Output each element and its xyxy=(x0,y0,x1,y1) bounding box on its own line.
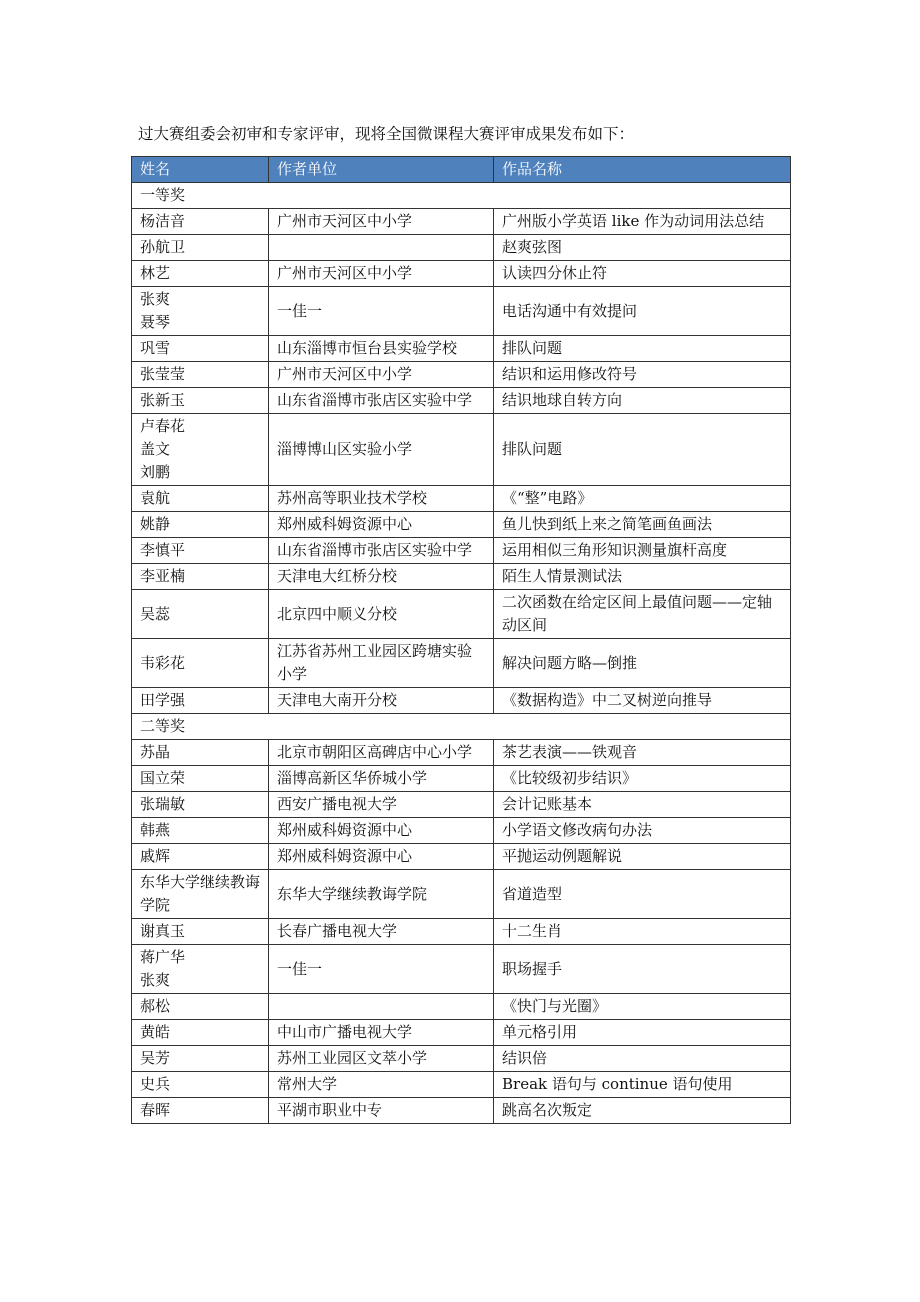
author-name: 张爽 xyxy=(140,290,171,308)
author-name: 吴芳 xyxy=(140,1049,171,1067)
author-names-cell xyxy=(132,590,269,639)
author-unit-cell: 北京市朝阳区高碑店中心小学 xyxy=(269,740,494,766)
table-row xyxy=(132,945,791,994)
work-title-cell: 职场握手 xyxy=(494,945,791,994)
work-title-cell: 《数据构造》中二叉树逆向推导 xyxy=(494,688,791,714)
author-name: 杨洁音 xyxy=(140,212,186,230)
author-names-cell xyxy=(132,994,269,1020)
work-title-cell: 运用相似三角形知识测量旗杆高度 xyxy=(494,538,791,564)
author-names-cell xyxy=(132,919,269,945)
author-unit-cell: 广州市天河区中小学 xyxy=(269,261,494,287)
section-title: 二等奖 xyxy=(132,714,791,740)
author-name: 张莹莹 xyxy=(140,365,186,383)
author-unit-cell: 苏州工业园区文萃小学 xyxy=(269,1046,494,1072)
author-name: 春晖 xyxy=(140,1101,171,1119)
author-unit-cell: 常州大学 xyxy=(269,1072,494,1098)
table-row xyxy=(132,919,791,945)
author-unit-cell: 淄博高新区华侨城小学 xyxy=(269,766,494,792)
table-row xyxy=(132,388,791,414)
author-name: 巩雪 xyxy=(140,339,171,357)
author-unit-cell: 郑州威科姆资源中心 xyxy=(269,512,494,538)
work-title-cell: 十二生肖 xyxy=(494,919,791,945)
author-name: 韦彩花 xyxy=(140,653,186,672)
work-title-cell: 《比较级初步结识》 xyxy=(494,766,791,792)
table-header-row xyxy=(132,157,791,183)
author-name: 郝松 xyxy=(140,997,171,1015)
author-names-cell xyxy=(132,209,269,235)
table-row xyxy=(132,414,791,486)
work-title-cell: 单元格引用 xyxy=(494,1020,791,1046)
author-name: 苏晶 xyxy=(140,743,171,761)
work-title-cell: 结识倍 xyxy=(494,1046,791,1072)
author-unit-cell: 山东省淄博市张店区实验中学 xyxy=(269,538,494,564)
author-name: 黄皓 xyxy=(140,1023,171,1041)
author-unit-cell: 中山市广播电视大学 xyxy=(269,1020,494,1046)
author-unit-cell: 山东省淄博市张店区实验中学 xyxy=(269,388,494,414)
author-names-cell xyxy=(132,287,269,336)
author-unit-cell: 西安广播电视大学 xyxy=(269,792,494,818)
author-unit-cell: 一佳一 xyxy=(269,945,494,994)
author-name: 李亚楠 xyxy=(140,567,186,585)
work-title-cell: 结识和运用修改符号 xyxy=(494,362,791,388)
author-name: 姚静 xyxy=(140,515,171,533)
table-row xyxy=(132,336,791,362)
author-name: 国立荣 xyxy=(140,769,186,787)
section-title: 一等奖 xyxy=(132,183,791,209)
author-names-cell xyxy=(132,235,269,261)
work-title-cell: 省道造型 xyxy=(494,870,791,919)
table-row xyxy=(132,287,791,336)
table-row xyxy=(132,1020,791,1046)
work-title-cell: 认读四分休止符 xyxy=(494,261,791,287)
table-row xyxy=(132,870,791,919)
author-unit-cell: 广州市天河区中小学 xyxy=(269,209,494,235)
author-name: 张新玉 xyxy=(140,391,186,409)
author-names-cell xyxy=(132,792,269,818)
section-row xyxy=(132,183,791,209)
author-name: 谢真玉 xyxy=(140,922,186,940)
header-work: 作品名称 xyxy=(494,157,791,183)
table-row xyxy=(132,688,791,714)
work-title-cell: 电话沟通中有效提问 xyxy=(494,287,791,336)
table-row xyxy=(132,766,791,792)
author-names-cell xyxy=(132,870,269,919)
author-names-cell xyxy=(132,538,269,564)
author-names-cell xyxy=(132,818,269,844)
author-unit-cell: 苏州高等职业技术学校 xyxy=(269,486,494,512)
table-row xyxy=(132,639,791,688)
author-names-cell xyxy=(132,362,269,388)
author-name: 蒋广华 xyxy=(140,948,186,966)
table-row xyxy=(132,1098,791,1124)
author-names-cell xyxy=(132,564,269,590)
author-unit-cell: 广州市天河区中小学 xyxy=(269,362,494,388)
author-name: 刘鹏 xyxy=(140,463,171,481)
author-name: 韩燕 xyxy=(140,821,171,839)
author-unit-cell: 淄博博山区实验小学 xyxy=(269,414,494,486)
author-names-cell xyxy=(132,388,269,414)
author-names-cell xyxy=(132,336,269,362)
author-unit-cell: 天津电大南开分校 xyxy=(269,688,494,714)
author-name: 张瑞敏 xyxy=(140,795,186,813)
table-row xyxy=(132,538,791,564)
intro-text: 过大赛组委会初审和专家评审，现将全国微课程大赛评审成果发布如下： xyxy=(138,125,635,143)
author-unit-cell: 东华大学继续教诲学院 xyxy=(269,870,494,919)
table-row xyxy=(132,844,791,870)
table-row xyxy=(132,792,791,818)
author-unit-cell: 郑州威科姆资源中心 xyxy=(269,844,494,870)
author-name: 吴蕊 xyxy=(140,604,171,623)
author-unit-cell xyxy=(269,994,494,1020)
table-row xyxy=(132,261,791,287)
author-names-cell xyxy=(132,1098,269,1124)
work-title-cell: 小学语文修改病句办法 xyxy=(494,818,791,844)
author-unit-cell: 山东淄博市恒台县实验学校 xyxy=(269,336,494,362)
author-unit-cell xyxy=(269,235,494,261)
author-name: 田学强 xyxy=(140,691,186,709)
author-names-cell xyxy=(132,261,269,287)
table-row xyxy=(132,590,791,639)
author-names-cell xyxy=(132,414,269,486)
table-row xyxy=(132,209,791,235)
author-name: 戚辉 xyxy=(140,847,171,865)
table-row xyxy=(132,235,791,261)
work-title-cell: Break 语句与 continue 语句使用 xyxy=(494,1072,791,1098)
work-title-cell: 鱼儿快到纸上来之简笔画鱼画法 xyxy=(494,512,791,538)
author-names-cell xyxy=(132,688,269,714)
author-names-cell xyxy=(132,945,269,994)
work-title-cell: 赵爽弦图 xyxy=(494,235,791,261)
author-name: 盖文 xyxy=(140,440,171,458)
work-title-cell: 茶艺表演——铁观音 xyxy=(494,740,791,766)
work-title-cell: 排队问题 xyxy=(494,336,791,362)
author-name: 东华大学继续教诲学院 xyxy=(140,873,261,914)
author-name: 林艺 xyxy=(140,264,171,282)
author-name: 袁航 xyxy=(140,489,171,507)
work-title-cell: 平抛运动例题解说 xyxy=(494,844,791,870)
author-unit-cell: 天津电大红桥分校 xyxy=(269,564,494,590)
author-unit-cell: 长春广播电视大学 xyxy=(269,919,494,945)
work-title-cell: 二次函数在给定区间上最值问题——定轴动区间 xyxy=(494,590,791,639)
author-names-cell xyxy=(132,486,269,512)
table-row xyxy=(132,486,791,512)
work-title-cell: 排队问题 xyxy=(494,414,791,486)
table-row xyxy=(132,1072,791,1098)
work-title-cell: 解决问题方略—倒推 xyxy=(494,639,791,688)
table-row xyxy=(132,818,791,844)
section-row xyxy=(132,714,791,740)
table-row xyxy=(132,362,791,388)
table-row xyxy=(132,740,791,766)
author-unit-cell: 北京四中顺义分校 xyxy=(269,590,494,639)
author-name: 史兵 xyxy=(140,1075,171,1093)
author-unit-cell: 郑州威科姆资源中心 xyxy=(269,818,494,844)
author-names-cell xyxy=(132,1072,269,1098)
work-title-cell: 广州版小学英语 like 作为动词用法总结 xyxy=(494,209,791,235)
author-name: 李慎平 xyxy=(140,541,186,559)
header-unit: 作者单位 xyxy=(269,157,494,183)
header-name: 姓名 xyxy=(132,157,269,183)
author-names-cell xyxy=(132,766,269,792)
author-name: 张爽 xyxy=(140,971,171,989)
author-name: 聂琴 xyxy=(140,313,171,331)
table-row xyxy=(132,512,791,538)
work-title-cell: 结识地球自转方向 xyxy=(494,388,791,414)
author-names-cell xyxy=(132,844,269,870)
author-unit-cell: 平湖市职业中专 xyxy=(269,1098,494,1124)
author-name: 孙航卫 xyxy=(140,238,186,256)
table-body xyxy=(132,183,791,1124)
author-unit-cell: 江苏省苏州工业园区跨塘实验小学 xyxy=(269,639,494,688)
table-row xyxy=(132,1046,791,1072)
author-name: 卢春花 xyxy=(140,417,186,435)
work-title-cell: 《“整”电路》 xyxy=(494,486,791,512)
table-row xyxy=(132,564,791,590)
award-results-table xyxy=(131,156,791,1124)
work-title-cell: 会计记账基本 xyxy=(494,792,791,818)
author-names-cell xyxy=(132,639,269,688)
author-names-cell xyxy=(132,1046,269,1072)
author-names-cell xyxy=(132,512,269,538)
table-row xyxy=(132,994,791,1020)
author-unit-cell: 一佳一 xyxy=(269,287,494,336)
author-names-cell xyxy=(132,740,269,766)
work-title-cell: 陌生人情景测试法 xyxy=(494,564,791,590)
work-title-cell: 《快门与光圈》 xyxy=(494,994,791,1020)
work-title-cell: 跳高名次叛定 xyxy=(494,1098,791,1124)
author-names-cell xyxy=(132,1020,269,1046)
